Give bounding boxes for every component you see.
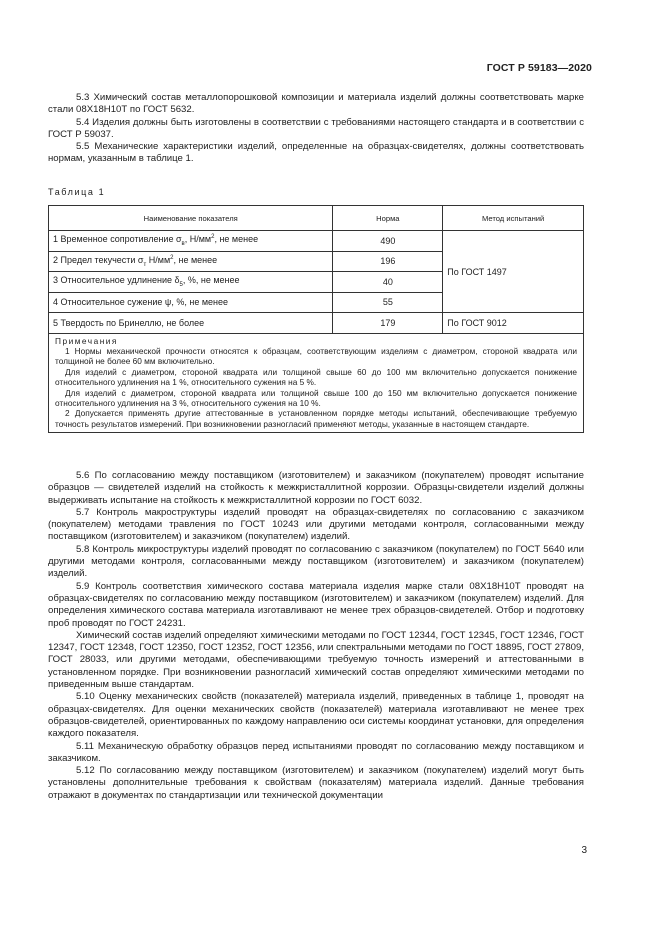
paragraph-5-6: 5.6 По согласованию между поставщиком (изготовителем) и заказчиком (покупателем) проводят испытание образцов — свидетелей изделий на стойкость к межкристаллитной коррозии. Образцы-свидетели изделий должны выдерживать испытание на стойкость к межкристаллитной коррозии по ГОСТ 6032.	[48, 470, 584, 506]
standard-header: ГОСТ Р 59183—2020	[486, 62, 592, 74]
note-item: Для изделий с диаметром, стороной квадрата или толщиной свыше 60 до 100 мм включительно допускается понижение относительного удлинения на 1 %, относительного сужения на 5 %.	[55, 366, 577, 388]
table-row	[49, 313, 584, 334]
note-item: 1 Нормы механической прочности относятся к образцам, соответствующим изделиям с диаметром, стороной квадрата или толщиной не более 60 мм включительно.	[55, 345, 577, 367]
header-indicator: Наименование показателя	[49, 206, 333, 231]
header-method: Метод испытаний	[443, 206, 584, 231]
header-norm: Норма	[333, 206, 443, 231]
paragraph-5-12: 5.12 По согласованию между поставщиком (изготовителем) и заказчиком (покупателем) изделий могут быть установлены дополнительные требования к свойствам (показателям) материала изделий. Данные требования отражают в документах по стандартизации или технической документации	[48, 765, 584, 801]
norm-cell: 179	[333, 313, 443, 334]
method-cell-gost-1497: По ГОСТ 1497	[443, 231, 584, 313]
norm-cell: 490	[333, 231, 443, 252]
indicator-cell: 1 Временное сопротивление $\sigma_в$, $Н/мм^2$, не менее	[49, 231, 333, 252]
notes-title: Примечания	[55, 335, 118, 346]
table-notes	[49, 333, 584, 433]
method-cell-gost-9012: По ГОСТ 9012	[443, 313, 584, 334]
table-row	[49, 231, 584, 252]
paragraph-5-7: 5.7 Контроль макроструктуры изделий проводят на образцах-свидетелях по согласованию с заказчиком (покупателем) методами травления по ГОСТ 10243 или другими методами контроля, согласованными между поставщиком (изготовителем) и заказчиком (покупателем) изделий.	[48, 506, 584, 543]
requirements-table	[48, 205, 584, 433]
paragraph-5-9: 5.9 Контроль соответствия химического состава материала изделия марке стали 08Х18Н10Т проводят на образцах-свидетелях по согласованию между поставщиком (изготовителем) и заказчиком (покупателем) изделий. Для определения химического состава материала изготавливают не менее трех образцов-свидетелей. Отбор и подготовку проб проводят по ГОСТ 24231.	[48, 580, 584, 629]
notes-row	[49, 333, 584, 433]
indicator-cell: 3 Относительное удлинение $\delta_5$, %, не менее	[49, 272, 333, 293]
indicator-cell: 4 Относительное сужение ψ, %, не менее	[49, 292, 333, 313]
page-number: 3	[581, 845, 587, 856]
intro-section	[48, 92, 584, 166]
table-header-row	[49, 206, 584, 231]
body-section	[48, 470, 584, 802]
indicator-cell: 5 Твердость по Бринеллю, не более	[49, 313, 333, 334]
note-item: 2 Допускается применять другие аттестованные в установленном порядке методы испытаний, обеспечивающие требуемую точность результатов измерений. При возникновении разногласий применяют методы, указанные в настоящем стандарте.	[55, 408, 577, 429]
paragraph-5-8: 5.8 Контроль микроструктуры изделий проводят по согласованию с заказчиком (покупателем) по ГОСТ 5640 или другими методами контроля, согласованными между поставщиком (изготовителем) и заказчиком (покупателем) изделий.	[48, 543, 584, 580]
note-item: Для изделий с диаметром, стороной квадрата или толщиной свыше 100 до 150 мм включительно допускается понижение относительного удлинения на 3 %, относительного сужения на 10 %.	[55, 387, 577, 408]
paragraph-5-3: 5.3 Химический состав металлопорошковой композиции и материала изделий должны соответствовать марке стали 08Х18Н10Т по ГОСТ 5632.	[48, 92, 584, 116]
table-caption: Таблица 1	[48, 187, 106, 197]
indicator-cell: 2 Предел текучести $\sigma_т$ $Н/мм^2$, не менее	[49, 251, 333, 272]
paragraph-5-4: 5.4 Изделия должны быть изготовлены в соответствии с требованиями настоящего стандарта и в соответствии с ГОСТ Р 59037.	[48, 116, 584, 140]
paragraph-5-5: 5.5 Механические характеристики изделий, определенные на образцах-свидетелях, должны соответствовать нормам, указанным в таблице 1.	[48, 141, 584, 165]
paragraph-5-11: 5.11 Механическую обработку образцов перед испытаниями проводят по согласованию между поставщиком и заказчиком.	[48, 740, 584, 764]
paragraph-5-10: 5.10 Оценку механических свойств (показателей) материала изделий, приведенных в таблице 1, проводят на образцах-свидетелях. Для оценки механических свойств (показателей) материала изготавливают не менее трех образцов-свидетелей, ориентированных по каждому направлению оси системы координат установки, для определения каждого показателя.	[48, 691, 584, 740]
norm-cell: 196	[333, 251, 443, 272]
norm-cell: 55	[333, 292, 443, 313]
norm-cell: 40	[333, 272, 443, 293]
paragraph-chemical-methods: Химический состав изделий определяют химическими методами по ГОСТ 12344, ГОСТ 12345, ГОСТ 12346, ГОСТ 12347, ГОСТ 12348, ГОСТ 12350, ГОСТ 12352, ГОСТ 12356, или спектральными методами по ГОСТ 18895, ГОСТ 27809, ГОСТ 28033, или другими методами, обеспечивающими требуемую точность измерений и аттестованными в установленном порядке. При возникновении разногласий химический состав определяют химическими методами по приведенным выше стандартам.	[48, 629, 584, 691]
